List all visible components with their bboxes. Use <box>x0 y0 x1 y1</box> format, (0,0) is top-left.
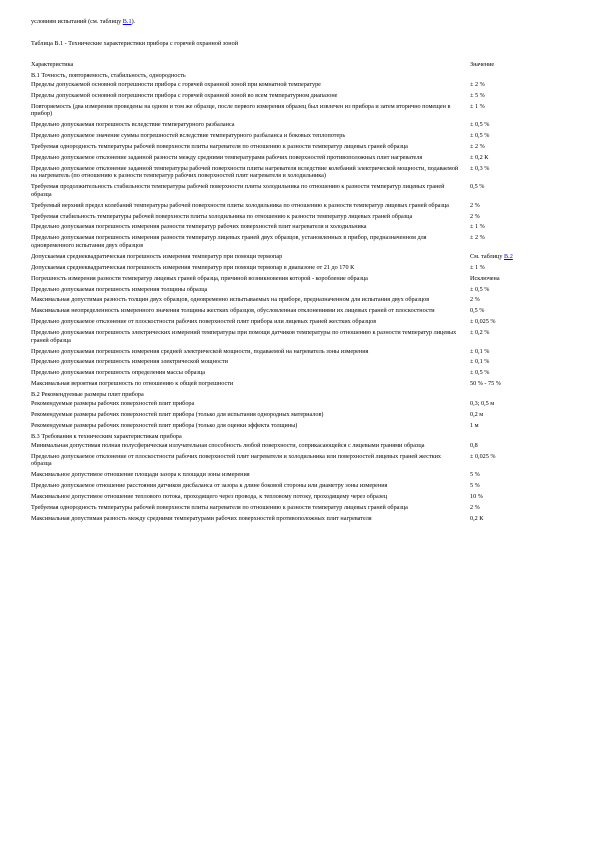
characteristic-cell: Требуемый верхний предел колебаний температуры рабочей поверхности плиты холодильника по отношению к разности температур лицевых граней образца <box>31 201 449 209</box>
value-cell: 10 % <box>470 493 483 501</box>
table-row <box>31 165 559 183</box>
characteristic-cell: Предельно допускаемая погрешность измерения средней электрической мощности, подаваемой на нагреватель зоны измерения <box>31 347 369 355</box>
value-cell: ± 1 % <box>470 102 485 110</box>
characteristic-cell: Рекомендуемые размеры рабочих поверхностей плит прибора (только для испытания однородных материалов) <box>31 411 324 419</box>
characteristic-cell: Предельно допускаемое отклонение от плоскостности рабочих поверхностей плит нагревателя и холодильника или поверхностей лицевых граней жестких образца <box>31 452 441 468</box>
value-cell: 2 % <box>470 201 480 209</box>
value-cell: 2 % <box>470 212 480 220</box>
table-reference-link[interactable]: В.1 <box>122 18 132 25</box>
table-row <box>31 143 559 154</box>
characteristic-cell: Допускаемая среднеквадратическая погрешность измерения температур при помощи термопар в диапазоне от 21 до 170 К <box>31 263 355 271</box>
value-cell: 0,8 <box>470 441 478 449</box>
characteristic-cell: Предельно допускаемое отклонение заданной разности между средними температурами рабочих поверхностей противоположных плит нагревателя <box>31 153 423 161</box>
value-cell: ± 0,5 % <box>470 132 490 140</box>
table-row <box>31 264 559 275</box>
table-row <box>31 411 559 422</box>
value-cell: Исключена <box>470 274 500 282</box>
table-row <box>31 471 559 482</box>
value-cell: ± 0,5 % <box>470 121 490 129</box>
value-cell: ± 0,1 % <box>470 347 490 355</box>
characteristic-cell: Предельно допускаемая погрешность измерения электрической мощности <box>31 358 228 366</box>
value-cell: ± 0,2 К <box>470 153 489 161</box>
table-row <box>31 453 559 471</box>
characteristic-cell: Погрешность измерения разности температур лицевых граней образца, причиной возникновения которой - коробление образца <box>31 274 368 282</box>
table-row <box>31 213 559 224</box>
section-heading: В.3 Требования к техническим характеристикам прибора <box>31 432 182 440</box>
value-cell: 0,5 % <box>470 183 485 191</box>
characteristic-cell: Допускаемая среднеквадратическая погрешность измерения температур при помощи термопар <box>31 252 283 260</box>
table-row <box>31 121 559 132</box>
value-cell: ± 0,5 % <box>470 369 490 377</box>
characteristic-cell: Предельно допускаемая погрешность измерения толщины образца <box>31 285 208 293</box>
characteristic-cell: Рекомендуемые размеры рабочих поверхностей плит прибора (только для оценки эффекта толщины) <box>31 421 298 429</box>
value-text: См. таблицу <box>470 252 505 260</box>
table-row <box>31 504 559 515</box>
table-row <box>31 369 559 380</box>
characteristic-cell: Требуемая продолжительность стабильности температуры рабочей поверхности плиты холодильника по отношению к разности температур лицевых граней образца <box>31 183 445 198</box>
characteristic-cell: Максимальная допустимая разность между средними температурами рабочих поверхностей противоположных плит нагревателя <box>31 514 372 522</box>
characteristic-cell: Предельно допускаемая погрешность измерения разности температур рабочих поверхностей плит нагревателя и холодильника <box>31 223 367 231</box>
table-row <box>31 329 559 347</box>
table-b2-link[interactable]: В.2 <box>504 252 513 260</box>
characteristic-cell: Пределы допускаемой основной погрешности прибора с горячей охранной зоной во всем температурном диапазоне <box>31 91 338 99</box>
table-row <box>31 380 559 391</box>
characteristic-cell: Предельно допускаемое отношение расстояния датчиков дисбаланса от зазора к длине боковой стороны или диаметру зоны измерения <box>31 482 388 490</box>
value-cell <box>470 391 559 400</box>
value-cell: 0,3; 0,5 м <box>470 400 495 408</box>
section-heading-row <box>31 391 559 400</box>
table-row <box>31 307 559 318</box>
value-cell: 2 % <box>470 504 480 512</box>
value-cell: 0,2 К <box>470 514 484 522</box>
section-heading: В.1 Точность, повторяемость, стабильность, однородность <box>31 71 186 79</box>
value-cell: 0,2 м <box>470 411 484 419</box>
table-row <box>31 183 559 201</box>
table-row <box>31 223 559 234</box>
characteristic-cell: Требуемая стабильность температуры рабочей поверхности плиты холодильника по отношению к разности температур лицевых граней образца <box>31 212 413 220</box>
characteristic-cell: Рекомендуемые размеры рабочих поверхностей плит прибора <box>31 400 195 408</box>
table-caption: Таблица В.1 - Технические характеристики прибора с горячей охранной зоной <box>31 39 239 47</box>
value-cell: 0,5 % <box>470 307 485 315</box>
characteristic-cell: Предельно допускаемая погрешность определения массы образца <box>31 369 206 377</box>
characteristic-cell: Предельно допускаемая погрешность вследствие температурного разбаланса <box>31 121 235 129</box>
table-row <box>31 318 559 329</box>
value-cell: 5 % <box>470 482 480 490</box>
section-heading-row <box>31 72 559 81</box>
characteristic-cell: Предельно допускаемая погрешность измерения разности температур лицевых граней двух образцов, установленных в прибор, предназначенном для одновременного испытания двух образцов <box>31 234 427 249</box>
header-characteristic: Характеристика <box>31 61 74 69</box>
characteristic-cell: Максимальная вероятная погрешность по отношению к общей погрешности <box>31 380 234 388</box>
table-row <box>31 358 559 369</box>
intro-text-after: ). <box>131 18 136 25</box>
table-row <box>31 132 559 143</box>
value-cell <box>470 72 559 81</box>
value-cell: ± 2 % <box>470 142 485 150</box>
table-row <box>31 92 559 103</box>
characteristic-cell: Максимальная допустимая разность толщин двух образцов, одновременно испытываемых на приборе, предназначенном для испытания двух образцов <box>31 296 430 304</box>
value-cell: ± 0,3 % <box>470 164 490 172</box>
characteristic-cell: Требуемая однородность температуры рабочей поверхности плиты нагревателя по отношению к разности температур лицевых граней образца <box>31 504 408 512</box>
characteristic-cell: Максимальная неопределенность измеренного значения толщины жестких образцов, обусловленная отклонениями их лицевых граней от плоскостности <box>31 307 435 315</box>
section-heading-row <box>31 433 559 442</box>
table-body <box>31 61 559 526</box>
characteristic-cell: Предельно допускаемая погрешность электрических измерений температуры при помощи датчиков температуры по отношению к разности температур лицевых граней образца <box>31 329 457 344</box>
value-cell: ± 1 % <box>470 223 485 231</box>
header-value: Значение <box>470 61 495 69</box>
table-row <box>31 234 559 252</box>
value-cell: ± 0,025 % <box>470 318 496 326</box>
table-row <box>31 442 559 453</box>
table-row <box>31 296 559 307</box>
value-cell <box>470 433 559 442</box>
characteristic-cell: Минимальная допустимая полная полусферическая излучательная способность любой поверхности, соприкасающейся с лицевыми гранями образца <box>31 441 425 449</box>
characteristic-cell: Требуемая однородность температуры рабочей поверхности плиты нагревателя по отношению к разности температур лицевых граней образца <box>31 142 408 150</box>
value-cell: 1 м <box>470 421 479 429</box>
table-row <box>31 422 559 433</box>
section-heading: В.2 Рекомендуемые размеры плит прибора <box>31 391 144 399</box>
value-cell: 50 % - 75 % <box>470 380 501 388</box>
characteristic-cell: Предельно допускаемое отклонение от плоскостности рабочих поверхностей плит прибора или лицевых граней жестких образцов <box>31 318 377 326</box>
table-row <box>31 253 559 264</box>
value-cell: ± 0,5 % <box>470 285 490 293</box>
value-cell: ± 0,2 % <box>470 329 490 337</box>
specifications-table <box>31 61 559 526</box>
value-cell: 5 % <box>470 471 480 479</box>
value-cell: ± 0,1 % <box>470 358 490 366</box>
characteristic-cell: Пределы допускаемой основной погрешности прибора с горячей охранной зоной при комнатной температуре <box>31 80 321 88</box>
value-cell: ± 2 % <box>470 80 485 88</box>
value-cell <box>470 253 559 264</box>
table-row <box>31 515 559 526</box>
characteristic-cell: Предельно допускаемое значение суммы погрешностей вследствие температурного разбаланса и боковых теплопотерь <box>31 132 346 140</box>
table-row <box>31 103 559 121</box>
table-row <box>31 482 559 493</box>
table-row <box>31 286 559 297</box>
value-cell: 2 % <box>470 296 480 304</box>
characteristic-cell: Предельно допускаемое отклонение заданной температуры рабочей поверхности плиты нагревателя вследствие колебаний электрической мощности, подаваемой на нагреватель (по отношению к разности температур рабочих поверхностей плит нагревателя и холодильника) <box>31 164 459 180</box>
value-cell: ± 5 % <box>470 91 485 99</box>
intro-text-before: условиям испытаний (см. таблицу <box>31 18 123 25</box>
table-row <box>31 275 559 286</box>
characteristic-cell: Максимальное допустимое отношение площади зазора к площади зоны измерения <box>31 471 250 479</box>
intro-paragraph <box>31 18 559 26</box>
value-cell: ± 2 % <box>470 234 485 242</box>
table-row <box>31 81 559 92</box>
characteristic-cell: Максимальное допустимое отношение теплового потока, проходящего через провода, к тепловому потоку, проходящему через образец <box>31 493 388 501</box>
table-row <box>31 400 559 411</box>
value-cell: ± 0,025 % <box>470 452 496 460</box>
table-row <box>31 348 559 359</box>
table-row <box>31 202 559 213</box>
table-header-row <box>31 61 559 72</box>
table-row <box>31 493 559 504</box>
value-cell: ± 1 % <box>470 263 485 271</box>
table-row <box>31 154 559 165</box>
characteristic-cell: Повторяемость (два измерения проведены на одном и том же образце, после первого измерения образец был извлечен из прибора и затем вторично помещен в прибор) <box>31 102 451 118</box>
